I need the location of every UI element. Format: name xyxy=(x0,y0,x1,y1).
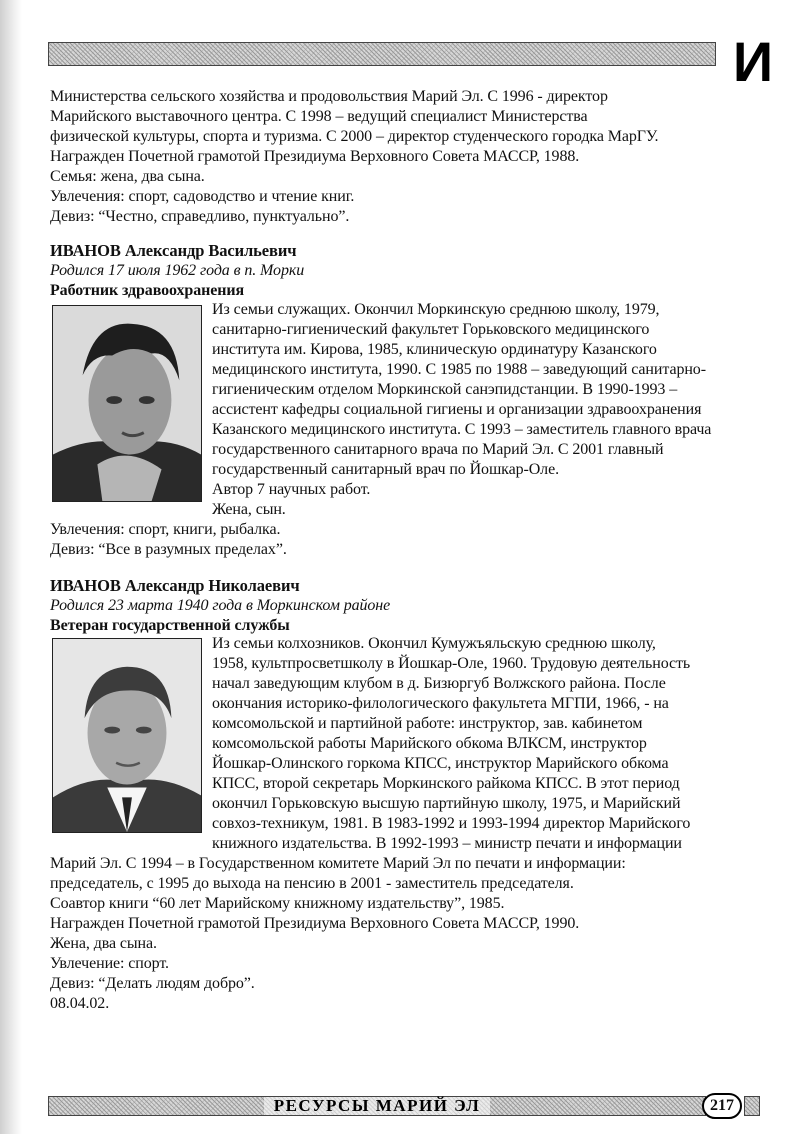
birth-info: Родился 17 июля 1962 года в п. Морки xyxy=(50,262,305,279)
entry-date: 08.04.02. xyxy=(50,995,110,1012)
bio-line: медицинского института, 1990. С 1985 по 1988 – заведующий санитарно- xyxy=(212,361,706,378)
bio-line: комсомольской работы Марийского обкома ВЛКСМ, инструктор xyxy=(212,735,647,752)
portrait-photo xyxy=(52,305,202,502)
bio-line: окончил Горьковскую высшую партийную школу, 1975, и Марийский xyxy=(212,795,681,812)
bio-line: гигиеническим отделом Моркинской санэпидстанции. В 1990-1993 – xyxy=(212,381,678,398)
bio-line: книжного издательства. В 1992-1993 – министр печати и информации xyxy=(212,835,682,852)
page-number: 217 xyxy=(702,1093,742,1119)
intro-line: Марийского выставочного центра. С 1998 – ведущий специалист Министерства xyxy=(50,108,588,125)
motto: Девиз: “Все в разумных пределах”. xyxy=(50,541,287,558)
bio-line: комсомольской и партийной работе: инструктор, зав. кабинетом xyxy=(212,715,643,732)
footer-band xyxy=(48,1096,706,1116)
intro-line: Девиз: “Честно, справедливо, пунктуально”. xyxy=(50,208,350,225)
award: Награжден Почетной грамотой Президиума Верховного Совета МАССР, 1990. xyxy=(50,915,580,932)
header-band xyxy=(48,42,716,66)
portrait-photo-image xyxy=(53,639,201,832)
bio-line: Жена, сын. xyxy=(212,501,286,518)
intro-line: Семья: жена, два сына. xyxy=(50,168,205,185)
person-name: ИВАНОВ Александр Васильевич xyxy=(50,241,297,260)
intro-line: Награжден Почетной грамотой Президиума Верховного Совета МАССР, 1988. xyxy=(50,148,580,165)
bio-line: ассистент кафедры социальной гигиены и организации здравоохранения xyxy=(212,401,702,418)
section-letter: И xyxy=(732,30,774,93)
bio-line: санитарно-гигиенический факультет Горьковского медицинского xyxy=(212,321,650,338)
bio-line: начал заведующим клубом в д. Бизюргуб Волжского района. После xyxy=(212,675,666,692)
bio-line: Из семьи колхозников. Окончил Кумужъяльскую среднюю школу, xyxy=(212,635,656,652)
bio-line: института им. Кирова, 1985, клиническую ординатуру Казанского xyxy=(212,341,657,358)
bio-line: Казанского медицинского института. С 1993 – заместитель главного врача xyxy=(212,421,712,438)
portrait-photo xyxy=(52,638,202,833)
birth-info: Родился 23 марта 1940 года в Моркинском районе xyxy=(50,597,391,614)
portrait-photo-image xyxy=(53,306,201,501)
bio-line: государственный санитарный врач по Йошкар-Оле. xyxy=(212,461,559,478)
bio-line: 1958, культпросветшколу в Йошкар-Оле, 1960. Трудовую деятельность xyxy=(212,655,691,672)
intro-line: физической культуры, спорта и туризма. С 2000 – директор студенческого городка МарГУ. xyxy=(50,128,659,145)
bio-line: Из семьи служащих. Окончил Моркинскую среднюю школу, 1979, xyxy=(212,301,660,318)
footer-band-tail xyxy=(744,1096,760,1116)
page-edge-shadow xyxy=(0,0,22,1134)
family: Жена, два сына. xyxy=(50,935,157,952)
hobbies: Увлечения: спорт, книги, рыбалка. xyxy=(50,521,281,538)
bio-line: председатель, с 1995 до выхода на пенсию в 2001 - заместитель председателя. xyxy=(50,875,574,892)
hobbies: Увлечение: спорт. xyxy=(50,955,169,972)
bio-line: Йошкар-Олинского горкома КПСС, инструктор Марийского обкома xyxy=(212,755,669,772)
bio-line: КПСС, второй секретарь Моркинского райкома КПСС. В этот период xyxy=(212,775,680,792)
bio-line: Марий Эл. С 1994 – в Государственном комитете Марий Эл по печати и информации: xyxy=(50,855,626,872)
person-name: ИВАНОВ Александр Николаевич xyxy=(50,576,300,595)
bio-line: окончания историко-филологического факультета МГПИ, 1966, - на xyxy=(212,695,669,712)
occupation: Работник здравоохранения xyxy=(50,282,245,299)
intro-line: Увлечения: спорт, садоводство и чтение книг. xyxy=(50,188,355,205)
occupation: Ветеран государственной службы xyxy=(50,617,290,634)
footer-title: РЕСУРСЫ МАРИЙ ЭЛ xyxy=(264,1097,491,1115)
motto: Девиз: “Делать людям добро”. xyxy=(50,975,255,992)
intro-line: Министерства сельского хозяйства и продовольствия Марий Эл. С 1996 - директор xyxy=(50,88,608,105)
bio-line: совхоз-техникум, 1981. В 1983-1992 и 1993-1994 директор Марийского xyxy=(212,815,691,832)
coauthored-book: Соавтор книги “60 лет Марийскому книжному издательству”, 1985. xyxy=(50,895,505,912)
bio-line: Автор 7 научных работ. xyxy=(212,481,371,498)
bio-line: государственного санитарного врача по Марий Эл. С 2001 главный xyxy=(212,441,664,458)
